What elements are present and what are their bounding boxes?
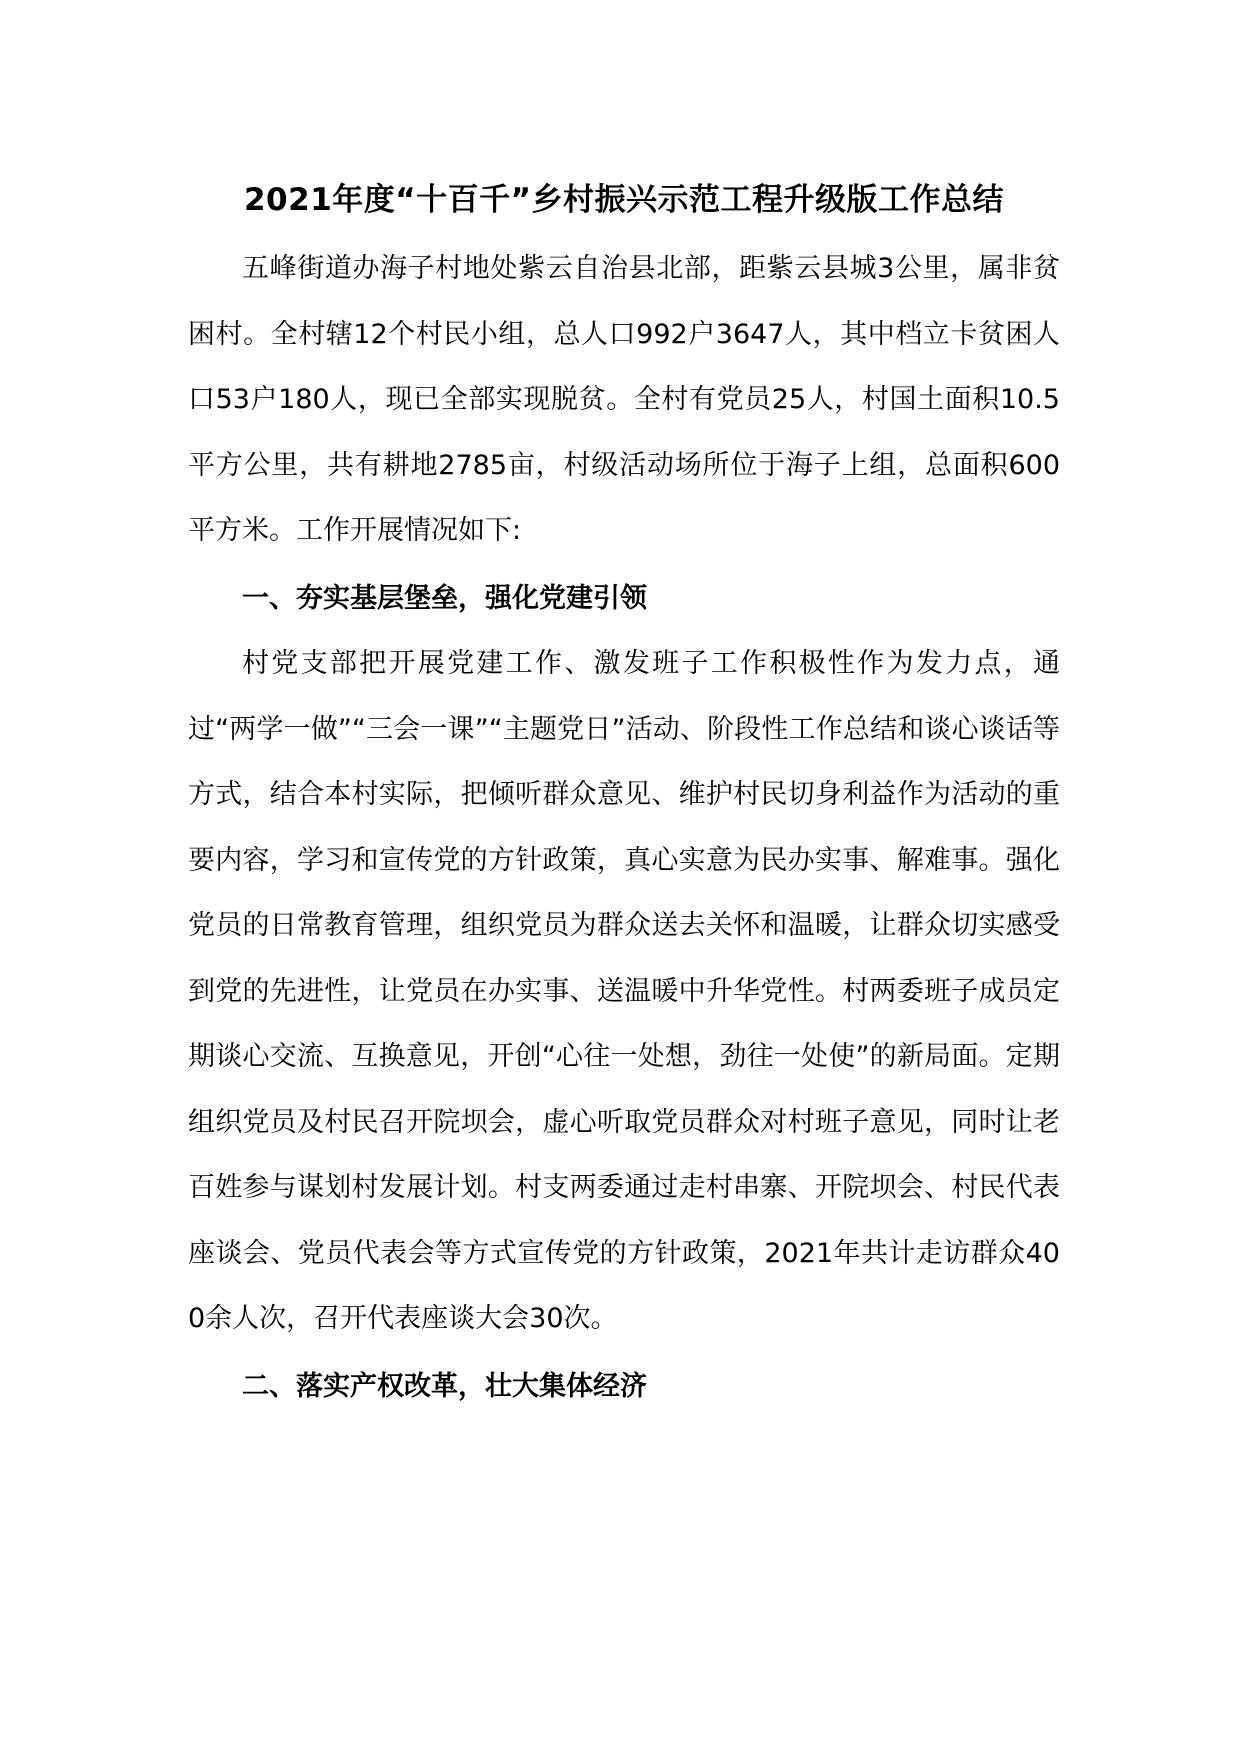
section-heading-2: 二、落实产权改革，壮大集体经济	[242, 1370, 647, 1402]
intro-paragraph: 五峰街道办海子村地处紫云自治县北部，距紫云县城3公里，属非贫困村。全村辖12个村民小组，总人口992户3647人，其中档立卡贫困人口53户180人，现已全部实现脱贫。全村有党员25人，村国土面积10.5平方公里，共有耕地2785亩，村级活动场所位于海子上组，总面积600平方米。工作开展情况如下:	[188, 253, 1060, 546]
section-1-paragraph: 村党支部把开展党建工作、激发班子工作积极性作为发力点，通过“两学一做”“三会一课”“主题党日”活动、阶段性工作总结和谈心谈话等方式，结合本村实际，把倾听群众意见、维护村民切身利益作为活动的重要内容，学习和宣传党的方针政策，真心实意为民办实事、解难事。强化党员的日常教育管理，组织党员为群众送去关怀和温暖，让群众切实感受到党的先进性，让党员在办实事、送温暖中升华党性。村两委班子成员定期谈心交流、互换意见，开创“心往一处想，劲往一处使”的新局面。定期组织党员及村民召开院坝会，虚心听取党员群众对村班子意见，同时让老百姓参与谋划村发展计划。村支两委通过走村串寨、开院坝会、村民代表座谈会、党员代表会等方式宣传党的方针政策，2021年共计走访群众400余人次，召开代表座谈大会30次。	[188, 648, 1060, 1334]
document-title: 2021年度“十百千”乡村振兴示范工程升级版工作总结	[243, 182, 1005, 218]
document-page	[188, 170, 1060, 1419]
section-heading-1: 一、夯实基层堡垒，强化党建引领	[242, 582, 647, 614]
